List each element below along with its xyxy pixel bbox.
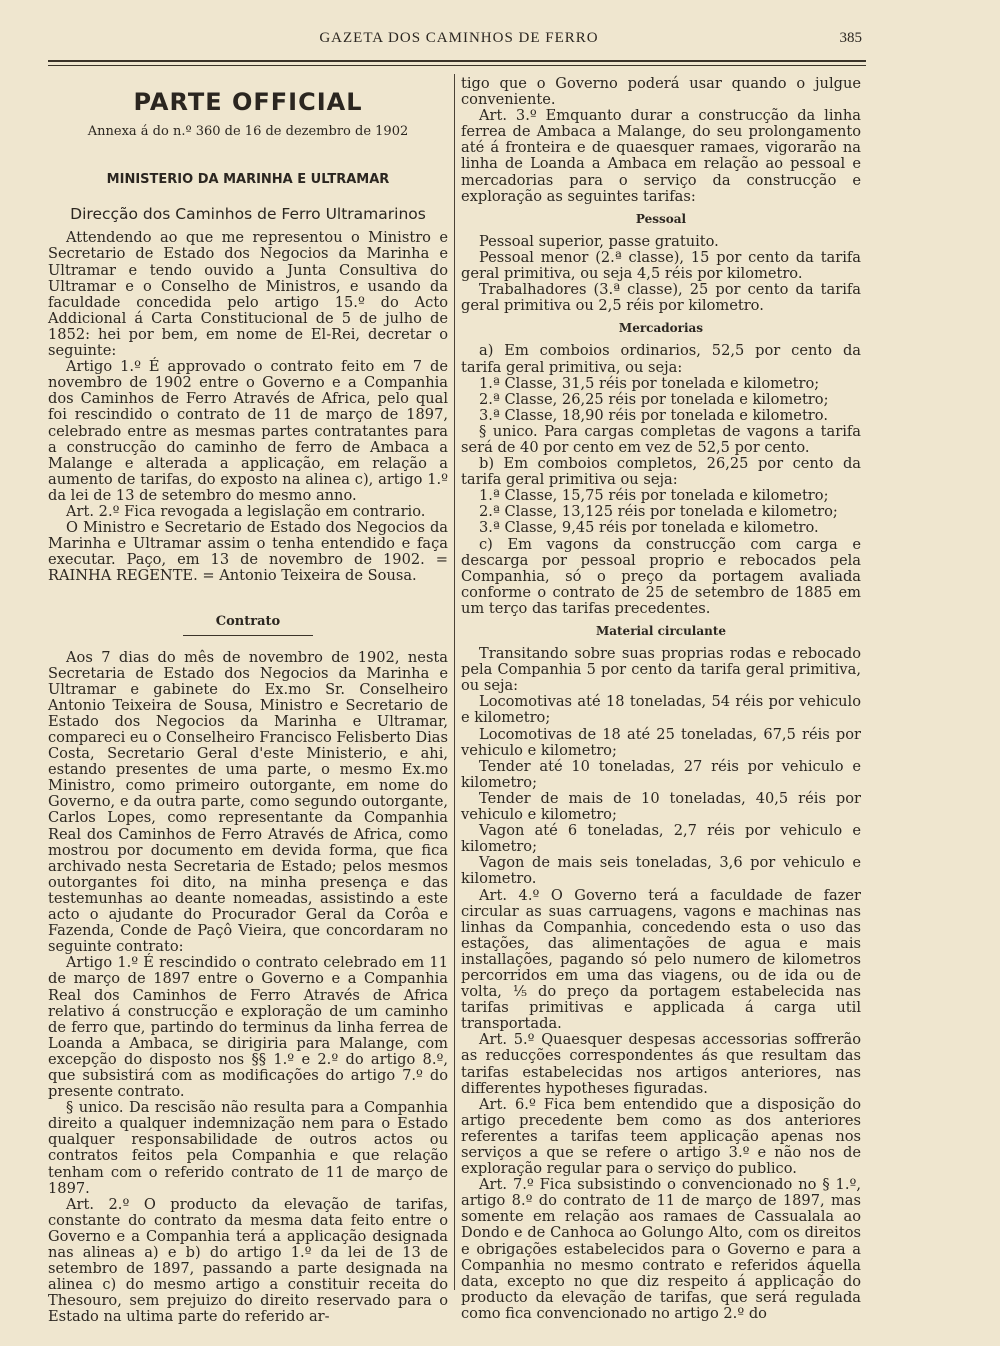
ministry-heading: MINISTERIO DA MARINHA E ULTRAMAR bbox=[106, 172, 390, 188]
heading-rule bbox=[183, 635, 313, 636]
tariff-item: Pessoal menor (2.ª classe), 15 por cento da tarifa geral primitiva, ou seja 4,5 réis por kilometro. bbox=[461, 248, 861, 283]
tariff-item: 1.ª Classe, 15,75 réis por tonelada e kilometro; bbox=[479, 487, 829, 505]
header-rule bbox=[48, 60, 866, 66]
column-divider bbox=[454, 74, 455, 1290]
tariff-paragraph: a) Em comboios ordinarios, 52,5 por cento da tarifa geral primitiva, ou seja: bbox=[461, 342, 861, 376]
tariff-item: Pessoal superior, passe gratuito. bbox=[479, 232, 719, 250]
section-heading: PARTE OFFICIAL bbox=[133, 88, 363, 116]
tariff-item: Trabalhadores (3.ª classe), 25 por cento da tarifa geral primitiva ou 2,5 réis por kilometro. bbox=[461, 281, 861, 315]
tariff-item: Locomotivas até 18 toneladas, 54 réis por vehiculo e kilometro; bbox=[461, 693, 861, 727]
tariff-paragraph: b) Em comboios completos, 26,25 por cento da tarifa geral primitiva ou seja: bbox=[461, 455, 861, 489]
tariff-item: Tender de mais de 10 toneladas, 40,5 réis por vehiculo e kilometro; bbox=[461, 789, 861, 824]
decree-paragraph: Attendendo ao que me representou o Ministro e Secretario de Estado dos Negocios da Marinha e Ultramar e tendo ouvido a Junta Consultiva do Ultramar e o Conselho de Ministros, e usando da faculdade concedida pelo artigo 15.º do Acto Addicional á Carta Constitucional de 5 de julho de 1852: hei por bem, em nome de El-Rei, decretar o seguinte: bbox=[48, 229, 448, 360]
tariff-item: Vagon de mais seis toneladas, 3,6 por vehiculo e kilometro. bbox=[461, 854, 861, 888]
tariff-item: 2.ª Classe, 13,125 réis por tonelada e kilometro; bbox=[479, 503, 838, 521]
page-number: 385 bbox=[839, 30, 862, 46]
tariff-paragraph: § unico. Para cargas completas de vagons a tarifa será de 40 por cento em vez de 52,5 por cento. bbox=[461, 422, 861, 456]
pessoal-heading: Pessoal bbox=[635, 211, 687, 226]
article-paragraph: Art. 7.º Fica subsistindo o convencionado no § 1.º, artigo 8.º do contrato de 11 de março de 1897, mas somente em relação aos ramaes de Cassualala ao Dondo e de Canhoca ao Golungo Alto, com os direitos e obrigações estabelecidos para o Governo e para a Companhia no mesmo contrato e referidos áquella data, excepto no que diz respeito á applicação do producto da elevação de tarifas, que será regulada como fica convencionado no artigo 2.º do bbox=[461, 1176, 861, 1322]
directorate-heading: Direcção dos Caminhos de Ferro Ultramarinos bbox=[70, 205, 426, 224]
tariff-item: Vagon até 6 toneladas, 2,7 réis por vehiculo e kilometro; bbox=[461, 822, 861, 856]
mercadorias-heading: Mercadorias bbox=[618, 321, 704, 336]
tariff-item: 1.ª Classe, 31,5 réis por tonelada e kilometro; bbox=[479, 374, 820, 392]
contract-paragraph: § unico. Da rescisão não resulta para a Companhia direito a qualquer indemnização nem para o Estado qualquer responsabilidade de outros actos ou contratos feitos pela Companhia e que relação tenham com o referido contrato de 11 de março de 1897. bbox=[48, 1099, 448, 1197]
left-column bbox=[48, 76, 448, 1325]
decree-paragraph: Artigo 1.º É approvado o contrato feito em 7 de novembro de 1902 entre o Governo e a Companhia dos Caminhos de Ferro Através de Africa, pelo qual foi rescindido o contrato de 11 de março de 1897, celebrado entre as mesmas partes contratantes para a construcção do caminho de ferro de Ambaca a Malange e alterada a applicação, em relação a aumento de tarifas, do exposto na alinea c), artigo 1.º da lei de 13 de setembro do mesmo anno. bbox=[48, 358, 448, 504]
decree-paragraph: Art. 2.º Fica revogada a legislação em contrario. bbox=[66, 502, 426, 520]
article-paragraph: Art. 5.º Quaesquer despesas accessorias soffrerão as reducções correspondentes ás que resultam das tarifas estabelecidas nos artigos anteriores, nas differentes hypotheses figuradas. bbox=[461, 1031, 861, 1097]
tariff-paragraph: Transitando sobre suas proprias rodas e rebocado pela Companhia 5 por cento da tarifa geral primitiva, ou seja: bbox=[461, 645, 861, 695]
contract-heading: Contrato bbox=[215, 614, 281, 630]
annex-note: Annexa á do n.º 360 de 16 de dezembro de 1902 bbox=[87, 124, 409, 140]
tariff-item: 3.ª Classe, 18,90 réis por tonelada e kilometro. bbox=[479, 406, 828, 424]
contract-paragraph: Aos 7 dias do mês de novembro de 1902, nesta Secretaria de Estado dos Negocios da Marinha e Ultramar e gabinete do Ex.mo Sr. Conselheiro Antonio Teixeira de Sousa, Ministro e Secretario de Estado dos Negocios da Marinha e Ultramar, compareci eu o Conselheiro Francisco Felisberto Dias Costa, Secretario Geral d'este Ministerio, e ahi, estando presentes de uma parte, o mesmo Ex.mo Ministro, como primeiro outorgante, em nome do Governo, e da outra parte, como segundo outorgante, Carlos Lopes, como representante da Companhia Real dos Caminhos de Ferro Através de Africa, como mostrou por documento em devida forma, que fica archivado nesta Secretaria de Estado; pelos mesmos outorgantes foi dito, na minha presença e das testemunhas ao deante nomeadas, assistindo a este acto o ajudante do Procurador Geral da Corôa e Fazenda, Conde de Paçô Vieira, que concordaram no seguinte contrato: bbox=[48, 648, 449, 956]
tariff-paragraph: c) Em vagons da construcção com carga e descarga por pessoal proprio e rebocados pela Companhia, só o preço da portagem avaliada conforme o contrato de 25 de setembro de 1885 em um terço das tarifas precedentes. bbox=[461, 535, 861, 617]
right-column bbox=[461, 76, 861, 1322]
tariff-item: 3.ª Classe, 9,45 réis por tonelada e kilometro. bbox=[479, 519, 819, 537]
contract-paragraph: Art. 2.º O producto da elevação de tarifas, constante do contrato da mesma data feito entre o Governo e a Companhia terá a applicação designada nas alineas a) e b) do artigo 1.º da lei de 13 de setembro de 1897, passando a parte designada na alinea c) do mesmo artigo a constituir receita do Thesouro, sem prejuizo do direito reservado para o Estado na ultima parte do referido ar- bbox=[48, 1195, 448, 1326]
article-paragraph: Art. 6.º Fica bem entendido que a disposição do artigo precedente bem como as dos anteriores referentes a tarifas teem applicação apenas nos serviços a que se refere o artigo 3.º e não nos de exploração regular para o serviço do publico. bbox=[461, 1095, 861, 1178]
running-title: GAZETA DOS CAMINHOS DE FERRO bbox=[319, 30, 599, 46]
contract-paragraph: Art. 3.º Emquanto durar a construcção da linha ferrea de Ambaca a Malange, do seu prolongamento até á fronteira e de quaesquer ramaes, vigorarão na linha de Loanda a Ambaca em relação ao pessoal e mercadorias para o serviço da construcção e exploração as seguintes tarifas: bbox=[461, 107, 861, 205]
tariff-item: Tender até 10 toneladas, 27 réis por vehiculo e kilometro; bbox=[461, 757, 861, 791]
contract-paragraph: Artigo 1.º É rescindido o contrato celebrado em 11 de março de 1897 entre o Governo e a Companhia Real dos Caminhos de Ferro Através de Africa relativo á construcção e exploração de um caminho de ferro que, partindo do terminus da linha ferrea de Loanda a Ambaca, se dirigiria para Malange, com excepção do disposto nos §§ 1.º e 2.º do artigo 8.º, que subsistirá com as modificações do artigo 7.º do presente contrato. bbox=[48, 954, 448, 1101]
contract-paragraph: tigo que o Governo poderá usar quando o julgue conveniente. bbox=[461, 75, 861, 109]
tariff-item: Locomotivas de 18 até 25 toneladas, 67,5 réis por vehiculo e kilometro; bbox=[461, 725, 861, 759]
material-heading: Material circulante bbox=[595, 624, 727, 638]
decree-paragraph: O Ministro e Secretario de Estado dos Negocios da Marinha e Ultramar assim o tenha entendido e faça executar. Paço, em 13 de novembro de 1902. = RAINHA REGENTE. = Antonio Teixeira de Sousa. bbox=[48, 519, 448, 585]
article-paragraph: Art. 4.º O Governo terá a faculdade de fazer circular as suas carruagens, vagons e machinas nas linhas da Companhia, concedendo esta o uso das estações, das alimentações de agua e mais installações, pagando só pelo numero de kilometros percorridos em uma das viagens, ou de ida ou de volta, ⅕ do preço da portagem estabelecida nas tarifas primitivas e applicada á carga util transportada. bbox=[461, 886, 861, 1033]
tariff-item: 2.ª Classe, 26,25 réis por tonelada e kilometro; bbox=[479, 390, 829, 408]
